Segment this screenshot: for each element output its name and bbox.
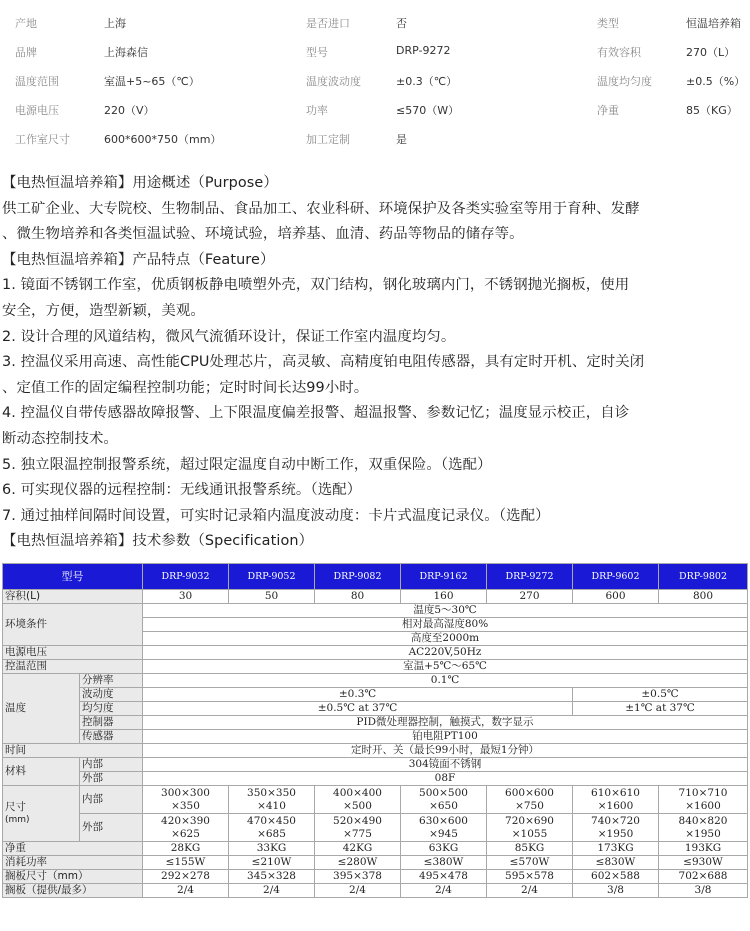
size-line: ×500 [343, 799, 372, 812]
header-cell: DRP-9272 [487, 564, 573, 590]
attribute-value: 室温+5~65（℃） [104, 75, 200, 88]
product-description [2, 171, 748, 555]
size-unit: (mm) [5, 814, 30, 825]
header-cell: DRP-9162 [401, 564, 487, 590]
size-line: 420×390 [161, 814, 210, 827]
size-line: 840×820 [678, 814, 728, 827]
size-line: ×1055 [511, 827, 548, 840]
size-line: ×750 [515, 799, 544, 812]
table-cell: 160 [401, 590, 487, 604]
text-line: 6. 可实现仪器的远程控制：无线通讯报警系统。（选配） [2, 482, 362, 499]
row-label: 时间 [3, 744, 143, 758]
row-label: 环境条件 [3, 604, 143, 646]
size-line: 610×610 [591, 786, 640, 799]
table-row [3, 772, 748, 786]
sub-label: 波动度 [80, 688, 143, 702]
table-cell: 3/8 [573, 884, 659, 898]
table-cell: 温度5～30℃ [143, 604, 748, 618]
text-line: 7. 通过抽样间隔时间设置，可实时记录箱内温度波动度：卡片式温度记录仪。（选配） [2, 507, 550, 524]
text-line: 安全，方便，造型新颖，美观。 [2, 302, 205, 319]
attribute-key: 类型 [597, 17, 619, 30]
table-cell: 定时开、关（最长99小时，最短1分钟） [143, 744, 748, 758]
size-line: ×625 [171, 827, 200, 840]
attribute-row [0, 95, 750, 124]
row-label: 控温范围 [3, 660, 143, 674]
attribute-value: 85（KG） [686, 104, 738, 117]
row-label: 消耗功率 [3, 856, 143, 870]
table-cell: 292×278 [143, 870, 229, 884]
table-cell: 702×688 [659, 870, 748, 884]
table-cell [229, 786, 315, 814]
sub-label: 分辨率 [80, 674, 143, 688]
header-cell: DRP-9052 [229, 564, 315, 590]
size-line: 300×300 [161, 786, 210, 799]
table-cell [315, 786, 401, 814]
table-cell: 28KG [143, 842, 229, 856]
attribute-value: ±0.5（%） [686, 75, 746, 88]
attribute-key: 品牌 [15, 46, 37, 59]
size-line: 520×490 [333, 814, 382, 827]
size-line: ×1950 [597, 827, 634, 840]
table-row [3, 814, 748, 842]
header-cell: DRP-9082 [315, 564, 401, 590]
sub-label: 外部 [80, 814, 143, 842]
size-line: ×1600 [685, 799, 721, 812]
text-line: 、微生物培养和各类恒温试验、环境试验，培养基、血清、药品等物品的储存等。 [2, 226, 524, 243]
table-cell: 铂电阻PT100 [143, 730, 748, 744]
table-cell: 0.1℃ [143, 674, 748, 688]
attribute-value: 否 [396, 17, 407, 30]
table-cell: 2/4 [143, 884, 229, 898]
row-label: 搁板尺寸（mm） [3, 870, 143, 884]
table-cell: 50 [229, 590, 315, 604]
attribute-key: 温度均匀度 [597, 75, 652, 88]
table-row [3, 716, 748, 730]
table-row [3, 604, 748, 618]
attribute-key: 有效容积 [597, 46, 641, 59]
table-row [3, 786, 748, 814]
table-cell: 395×378 [315, 870, 401, 884]
table-cell [401, 786, 487, 814]
table-cell: 173KG [573, 842, 659, 856]
row-label: 容积(L) [3, 590, 143, 604]
table-cell: ≤280W [315, 856, 401, 870]
table-cell: 270 [487, 590, 573, 604]
attribute-row [0, 124, 750, 153]
table-cell: 2/4 [315, 884, 401, 898]
table-cell: PID微处理器控制，触摸式，数字显示 [143, 716, 748, 730]
row-label: 材料 [3, 758, 80, 786]
table-cell: 2/4 [487, 884, 573, 898]
table-cell: 345×328 [229, 870, 315, 884]
table-cell: 80 [315, 590, 401, 604]
size-line: 500×500 [419, 786, 468, 799]
size-line: ×775 [343, 827, 372, 840]
text-line: 、定值工作的固定编程控制功能；定时时间长达99小时。 [2, 379, 369, 396]
table-cell: 室温+5℃～65℃ [143, 660, 748, 674]
text-line: 供工矿企业、大专院校、生物制品、食品加工、农业科研、环境保护及各类实验室等用于育种、发酵 [2, 200, 640, 217]
sub-label: 传感器 [80, 730, 143, 744]
table-cell: 304镜面不锈钢 [143, 758, 748, 772]
table-cell: ≤930W [659, 856, 748, 870]
size-line: ×945 [429, 827, 458, 840]
size-line: ×350 [171, 799, 200, 812]
table-cell: 800 [659, 590, 748, 604]
size-line: ×1600 [597, 799, 634, 812]
size-label: 尺寸 [5, 800, 26, 813]
table-row [3, 884, 748, 898]
table-cell: 33KG [229, 842, 315, 856]
table-cell: 63KG [401, 842, 487, 856]
attribute-value: ±0.3（℃） [396, 75, 458, 88]
header-cell: DRP-9802 [659, 564, 748, 590]
size-line: 710×710 [678, 786, 728, 799]
row-label: 电源电压 [3, 646, 143, 660]
table-row [3, 702, 748, 716]
size-line: 720×690 [505, 814, 554, 827]
table-row [3, 590, 748, 604]
table-cell: ±0.5℃ at 37℃ [143, 702, 573, 716]
table-cell [487, 814, 573, 842]
attribute-value: 恒温培养箱 [686, 17, 741, 30]
row-label: 温度 [3, 674, 80, 744]
size-line: ×1950 [685, 827, 721, 840]
attribute-value: 220（V） [104, 104, 155, 117]
attribute-value: 600*600*750（mm） [104, 133, 222, 146]
text-line: 1. 镜面不锈钢工作室，优质钢板静电喷塑外壳，双门结构，钢化玻璃内门，不锈钢抛光搁板，使用 [2, 277, 630, 294]
table-cell: AC220V,50Hz [143, 646, 748, 660]
table-row [3, 688, 748, 702]
table-row [3, 744, 748, 758]
table-cell: 85KG [487, 842, 573, 856]
table-row [3, 758, 748, 772]
size-line: 740×720 [591, 814, 640, 827]
sub-label: 内部 [80, 758, 143, 772]
table-cell: ≤155W [143, 856, 229, 870]
table-cell: 相对最高湿度80% [143, 618, 748, 632]
table-cell: ≤830W [573, 856, 659, 870]
size-line: 470×450 [247, 814, 296, 827]
header-cell: DRP-9032 [143, 564, 229, 590]
text-line: 5. 独立限温控制报警系统，超过限定温度自动中断工作，双重保险。（选配） [2, 456, 492, 473]
table-cell: 193KG [659, 842, 748, 856]
attribute-key: 是否进口 [306, 17, 350, 30]
attribute-key: 净重 [597, 104, 619, 117]
attribute-value: 270（L） [686, 46, 736, 59]
size-line: ×685 [257, 827, 286, 840]
attribute-key: 温度波动度 [306, 75, 361, 88]
table-row [3, 660, 748, 674]
text-line: 断动态控制技术。 [2, 430, 118, 447]
header-cell: DRP-9602 [573, 564, 659, 590]
table-cell: ≤210W [229, 856, 315, 870]
size-line: ×410 [257, 799, 286, 812]
sub-label: 内部 [80, 786, 143, 814]
section-heading-specification: 【电热恒温培养箱】技术参数（Specification） [2, 533, 314, 550]
size-line: 600×600 [505, 786, 554, 799]
table-cell: 2/4 [229, 884, 315, 898]
attribute-key: 温度范围 [15, 75, 59, 88]
attribute-key: 工作室尺寸 [15, 133, 70, 146]
table-cell [315, 814, 401, 842]
table-cell: ±1℃ at 37℃ [573, 702, 748, 716]
attribute-key: 电源电压 [15, 104, 59, 117]
table-cell: ±0.3℃ [143, 688, 573, 702]
table-cell [143, 814, 229, 842]
table-cell: 600 [573, 590, 659, 604]
attribute-value: 上海森信 [104, 46, 148, 59]
table-cell: 3/8 [659, 884, 748, 898]
table-cell [659, 814, 748, 842]
table-cell [573, 814, 659, 842]
specification-table [2, 563, 748, 898]
table-header-row [3, 564, 748, 590]
table-cell: 高度至2000m [143, 632, 748, 646]
attribute-row [0, 8, 750, 37]
table-cell: 595×578 [487, 870, 573, 884]
text-line: 2. 设计合理的风道结构，微风气流循环设计，保证工作室内温度均匀。 [2, 328, 456, 345]
table-cell: 30 [143, 590, 229, 604]
product-attributes [0, 0, 750, 148]
table-row [3, 870, 748, 884]
attribute-key: 功率 [306, 104, 328, 117]
attribute-key: 型号 [306, 46, 328, 59]
table-cell [401, 814, 487, 842]
table-cell [229, 814, 315, 842]
table-cell [143, 786, 229, 814]
table-cell: ≤570W [487, 856, 573, 870]
row-label: 净重 [3, 842, 143, 856]
table-cell [487, 786, 573, 814]
section-heading-feature: 【电热恒温培养箱】产品特点（Feature） [2, 251, 275, 268]
table-row [3, 842, 748, 856]
table-cell: 495×478 [401, 870, 487, 884]
table-cell: 602×588 [573, 870, 659, 884]
table-row [3, 646, 748, 660]
text-line: 3. 控温仪采用高速、高性能CPU处理芯片，高灵敏、高精度铂电阻传感器，具有定时开机、定时关闭 [2, 354, 645, 371]
attribute-value: DRP-9272 [396, 44, 451, 57]
header-cell-model: 型号 [3, 564, 143, 590]
table-cell: 42KG [315, 842, 401, 856]
table-cell: 2/4 [401, 884, 487, 898]
attribute-row [0, 66, 750, 95]
table-row [3, 856, 748, 870]
table-cell: ≤380W [401, 856, 487, 870]
table-cell: ±0.5℃ [573, 688, 748, 702]
table-cell: 08F [143, 772, 748, 786]
table-row [3, 674, 748, 688]
attribute-row [0, 37, 750, 66]
table-cell [659, 786, 748, 814]
table-cell [573, 786, 659, 814]
text-line: 4. 控温仪自带传感器故障报警、上下限温度偏差报警、超温报警、参数记忆；温度显示校正，自诊 [2, 405, 630, 422]
row-label [3, 786, 80, 842]
sub-label: 外部 [80, 772, 143, 786]
sub-label: 均匀度 [80, 702, 143, 716]
section-heading-purpose: 【电热恒温培养箱】用途概述（Purpose） [2, 175, 278, 191]
size-line: ×650 [429, 799, 458, 812]
table-row [3, 730, 748, 744]
row-label: 搁板（提供/最多） [3, 884, 143, 898]
size-line: 400×400 [333, 786, 382, 799]
attribute-key: 产地 [15, 17, 37, 30]
sub-label: 控制器 [80, 716, 143, 730]
attribute-value: 上海 [104, 17, 126, 30]
size-line: 630×600 [419, 814, 468, 827]
size-line: 350×350 [247, 786, 296, 799]
attribute-key: 加工定制 [306, 133, 350, 146]
attribute-value: ≤570（W） [396, 104, 460, 117]
attribute-value: 是 [396, 133, 407, 146]
